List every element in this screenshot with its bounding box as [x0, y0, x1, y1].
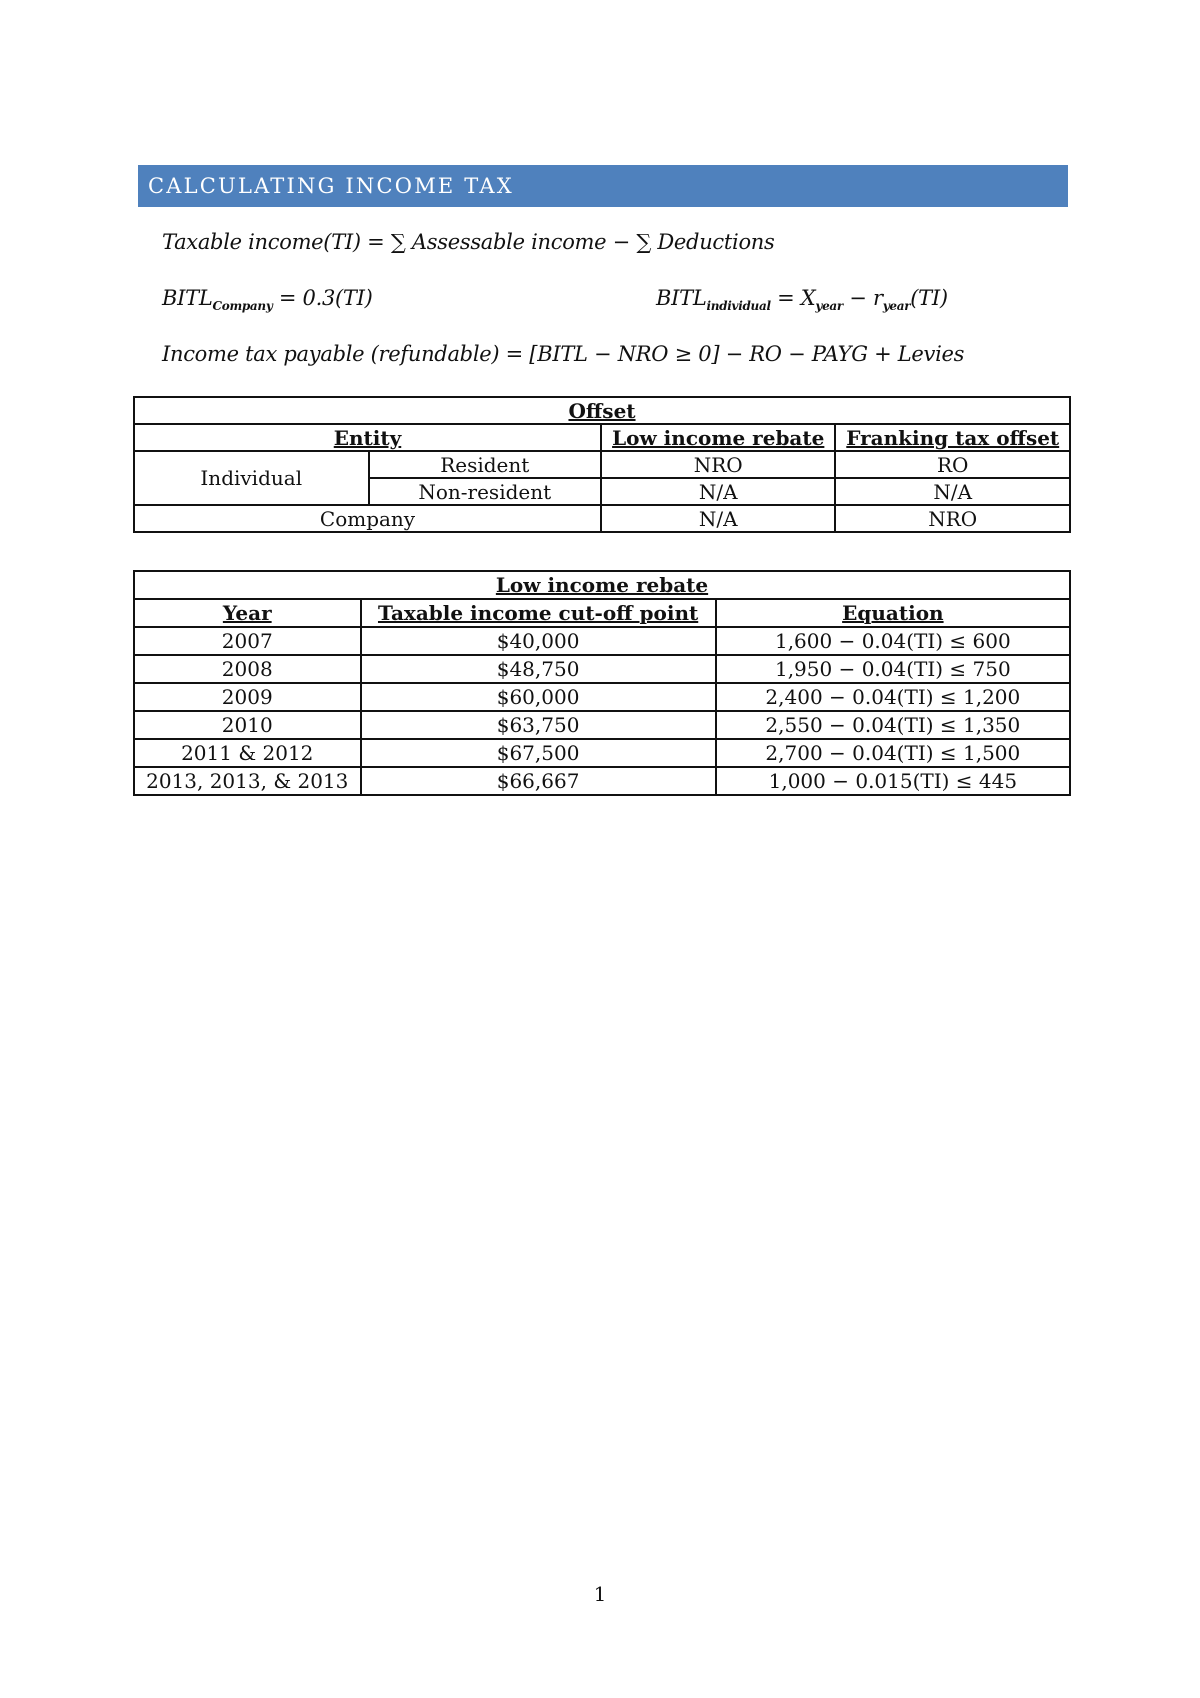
cutoff-cell: $60,000 [361, 683, 716, 711]
bitl-individual-r: − r [842, 286, 883, 310]
cutoff-cell: $48,750 [361, 655, 716, 683]
page-number: 1 [593, 1582, 607, 1606]
table-row [134, 505, 1070, 532]
x-year-subscript: year [815, 299, 843, 314]
table-row [134, 683, 1070, 711]
year-cell: 2013, 2013, & 2013 [134, 767, 361, 795]
header-year: Year [134, 599, 361, 627]
table-row [134, 451, 1070, 478]
offset-title-row [134, 397, 1070, 424]
header-cutoff: Taxable income cut-off point [361, 599, 716, 627]
offset-table [133, 396, 1071, 533]
year-cell: 2008 [134, 655, 361, 683]
rebate-title-row [134, 571, 1070, 599]
year-cell: 2009 [134, 683, 361, 711]
cutoff-cell: $66,667 [361, 767, 716, 795]
equation-cell: 2,550 − 0.04(TI) ≤ 1,350 [716, 711, 1070, 739]
table-row [134, 739, 1070, 767]
year-cell: 2007 [134, 627, 361, 655]
income-tax-payable-formula: Income tax payable (refundable) = [BITL − NRO ≥ 0] − RO − PAYG + Levies [162, 342, 965, 366]
bitl-company-subscript: Company [212, 299, 273, 314]
bitl-individual-base: BITL [656, 286, 707, 310]
low-income-rebate-table [133, 570, 1071, 796]
bitl-company-rest: = 0.3(TI) [272, 286, 373, 310]
header-equation: Equation [716, 599, 1070, 627]
r-year-subscript: year [882, 299, 911, 314]
equation-cell: 1,600 − 0.04(TI) ≤ 600 [716, 627, 1070, 655]
cutoff-cell: $63,750 [361, 711, 716, 739]
table-row [134, 627, 1070, 655]
franking-cell: N/A [835, 478, 1070, 505]
rebate-cell: N/A [601, 505, 835, 532]
table-row [134, 711, 1070, 739]
franking-cell: NRO [835, 505, 1070, 532]
year-cell: 2010 [134, 711, 361, 739]
cutoff-cell: $67,500 [361, 739, 716, 767]
bitl-individual-subscript: individual [706, 299, 771, 314]
bitl-individual-rest: (TI) [910, 286, 948, 310]
equation-cell: 2,700 − 0.04(TI) ≤ 1,500 [716, 739, 1070, 767]
rebate-table-title: Low income rebate [134, 571, 1070, 599]
offset-table-title: Offset [134, 397, 1070, 424]
rebate-cell: N/A [601, 478, 835, 505]
equation-cell: 2,400 − 0.04(TI) ≤ 1,200 [716, 683, 1070, 711]
bitl-individual-x: = X [770, 286, 816, 310]
bitl-company-formula [162, 286, 373, 313]
rebate-header-row [134, 599, 1070, 627]
section-heading: CALCULATING INCOME TAX [138, 165, 1068, 207]
equation-cell: 1,000 − 0.015(TI) ≤ 445 [716, 767, 1070, 795]
cutoff-cell: $40,000 [361, 627, 716, 655]
entity-cell: Company [134, 505, 601, 532]
entity-cell: Resident [369, 451, 601, 478]
header-low-income-rebate: Low income rebate [601, 424, 835, 451]
header-franking-tax-offset: Franking tax offset [835, 424, 1070, 451]
table-row [134, 655, 1070, 683]
taxable-income-formula: Taxable income(TI) = ∑ Assessable income − ∑ Deductions [162, 230, 775, 254]
header-entity: Entity [134, 424, 601, 451]
bitl-individual-formula [656, 286, 948, 313]
offset-header-row [134, 424, 1070, 451]
individual-label: Individual [134, 451, 369, 505]
entity-cell: Non-resident [369, 478, 601, 505]
franking-cell: RO [835, 451, 1070, 478]
bitl-company-base: BITL [162, 286, 213, 310]
equation-cell: 1,950 − 0.04(TI) ≤ 750 [716, 655, 1070, 683]
year-cell: 2011 & 2012 [134, 739, 361, 767]
table-row [134, 767, 1070, 795]
rebate-cell: NRO [601, 451, 835, 478]
